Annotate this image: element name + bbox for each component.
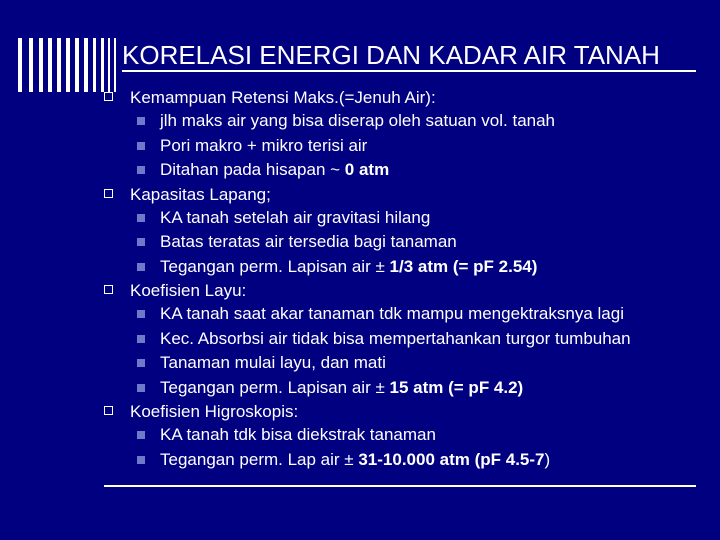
square-bullet-icon xyxy=(137,335,145,343)
slide-content xyxy=(104,86,704,472)
footer-divider xyxy=(104,485,696,487)
hollow-square-bullet-icon xyxy=(104,406,113,415)
section-heading: Kapasitas Lapang; xyxy=(104,183,704,206)
hollow-square-bullet-icon xyxy=(104,92,113,101)
section-heading: Koefisien Higroskopis: xyxy=(104,400,704,423)
decorative-bars xyxy=(18,38,128,92)
list-item: Tanaman mulai layu, dan mati xyxy=(104,351,704,376)
square-bullet-icon xyxy=(137,166,145,174)
title-divider xyxy=(122,70,696,72)
list-item: KA tanah tdk bisa diekstrak tanaman xyxy=(104,423,704,448)
square-bullet-icon xyxy=(137,263,145,271)
hollow-square-bullet-icon xyxy=(104,189,113,198)
square-bullet-icon xyxy=(137,142,145,150)
list-item: Tegangan perm. Lapisan air ± 15 atm (= pF 4.2) xyxy=(104,376,704,401)
slide-title: KORELASI ENERGI DAN KADAR AIR TANAH xyxy=(122,40,660,70)
list-item: Kec. Absorbsi air tidak bisa mempertahankan turgor tumbuhan xyxy=(104,327,704,352)
square-bullet-icon xyxy=(137,431,145,439)
list-item: jlh maks air yang bisa diserap oleh satuan vol. tanah xyxy=(104,109,704,134)
square-bullet-icon xyxy=(137,214,145,222)
section-heading: Koefisien Layu: xyxy=(104,279,704,302)
square-bullet-icon xyxy=(137,238,145,246)
list-item: Pori makro + mikro terisi air xyxy=(104,134,704,159)
list-item: Ditahan pada hisapan ~ 0 atm xyxy=(104,158,704,183)
list-item: Tegangan perm. Lapisan air ± 1/3 atm (= pF 2.54) xyxy=(104,255,704,280)
square-bullet-icon xyxy=(137,384,145,392)
square-bullet-icon xyxy=(137,456,145,464)
list-item: KA tanah saat akar tanaman tdk mampu mengektraksnya lagi xyxy=(104,302,704,327)
square-bullet-icon xyxy=(137,117,145,125)
square-bullet-icon xyxy=(137,310,145,318)
section-heading: Kemampuan Retensi Maks.(=Jenuh Air): xyxy=(104,86,704,109)
list-item: Tegangan perm. Lap air ± 31-10.000 atm (pF 4.5-7) xyxy=(104,448,704,473)
list-item: KA tanah setelah air gravitasi hilang xyxy=(104,206,704,231)
square-bullet-icon xyxy=(137,359,145,367)
list-item: Batas teratas air tersedia bagi tanaman xyxy=(104,230,704,255)
hollow-square-bullet-icon xyxy=(104,285,113,294)
